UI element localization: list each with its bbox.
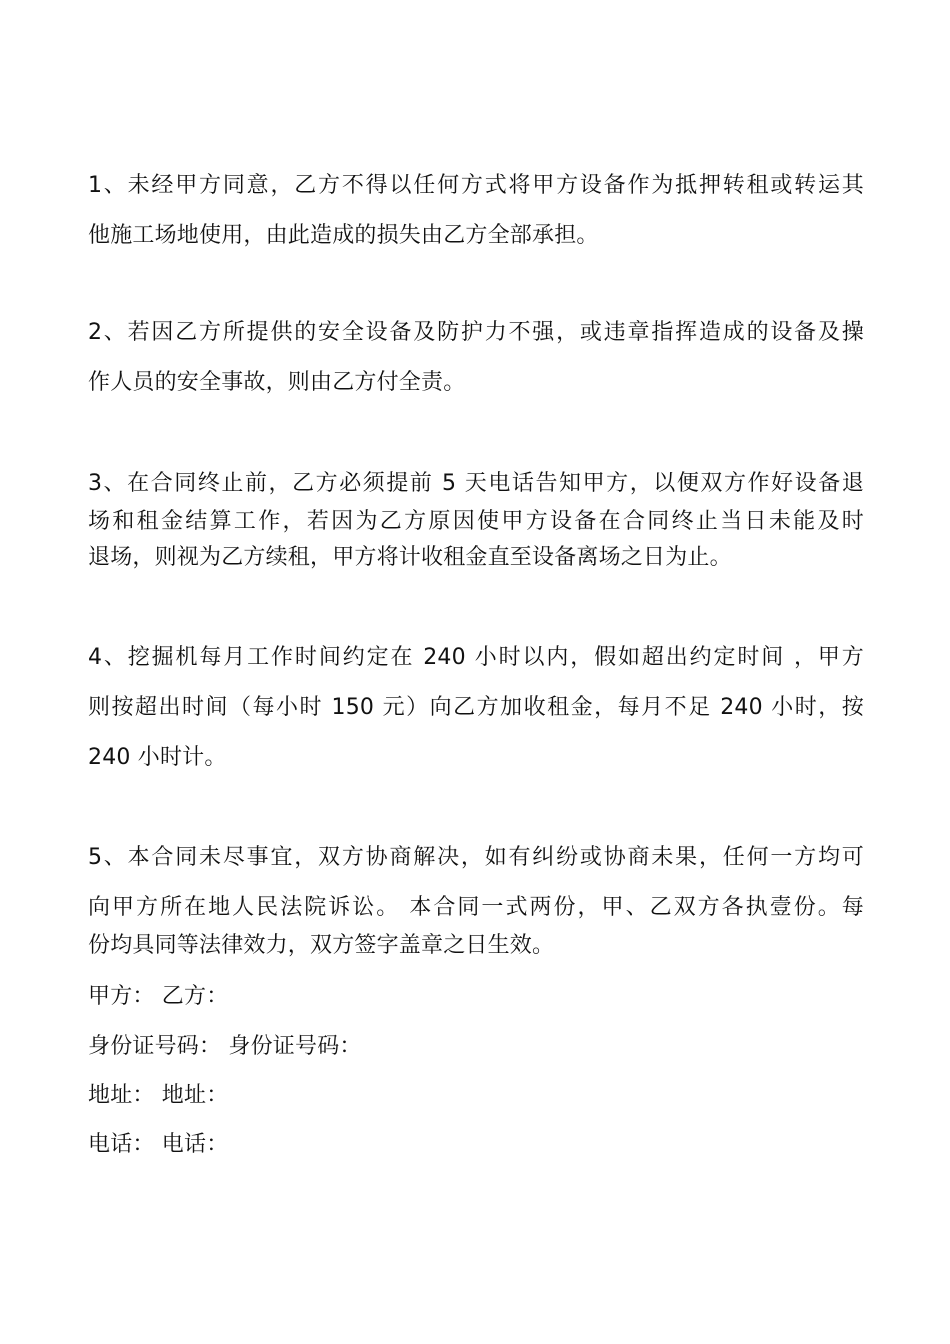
clause-4-line-3: 240 小时计。 xyxy=(88,745,227,770)
clause-1-line-2: 他施工场地使用，由此造成的损失由乙方全部承担。 xyxy=(88,223,599,248)
clause-4-line-2: 则按超出时间（每小时 150 元）向乙方加收租金，每月不足 240 小时，按 xyxy=(88,695,864,720)
clause-3-line-3: 退场，则视为乙方续租，甲方将计收租金直至设备离场之日为止。 xyxy=(88,545,732,570)
signature-party-names: 甲方： 乙方： xyxy=(88,984,229,1009)
clause-2-line-1: 2、若因乙方所提供的安全设备及防护力不强，或违章指挥造成的设备及操 xyxy=(88,320,864,345)
clause-1-line-1: 1、未经甲方同意，乙方不得以任何方式将甲方设备作为抵押转租或转运其 xyxy=(88,173,864,198)
clause-4-line-1: 4、挖掘机每月工作时间约定在 240 小时以内，假如超出约定时间 ，甲方 xyxy=(88,645,864,670)
clause-5-line-1: 5、本合同未尽事宜，双方协商解决，如有纠纷或协商未果，任何一方均可 xyxy=(88,845,864,870)
clause-5-line-3: 份均具同等法律效力，双方签字盖章之日生效。 xyxy=(88,933,555,958)
clause-3-line-1: 3、在合同终止前，乙方必须提前 5 天电话告知甲方，以便双方作好设备退 xyxy=(88,471,864,496)
clause-5-line-2: 向甲方所在地人民法院诉讼。 本合同一式两份，甲、乙双方各执壹份。每 xyxy=(88,895,864,920)
clause-3-line-2: 场和租金结算工作，若因为乙方原因使甲方设备在合同终止当日未能及时 xyxy=(88,509,864,534)
signature-phones: 电话： 电话： xyxy=(88,1132,229,1157)
clause-2-line-2: 作人员的安全事故，则由乙方付全责。 xyxy=(88,370,466,395)
signature-addresses: 地址： 地址： xyxy=(88,1083,229,1108)
signature-id-numbers: 身份证号码： 身份证号码： xyxy=(88,1034,362,1059)
